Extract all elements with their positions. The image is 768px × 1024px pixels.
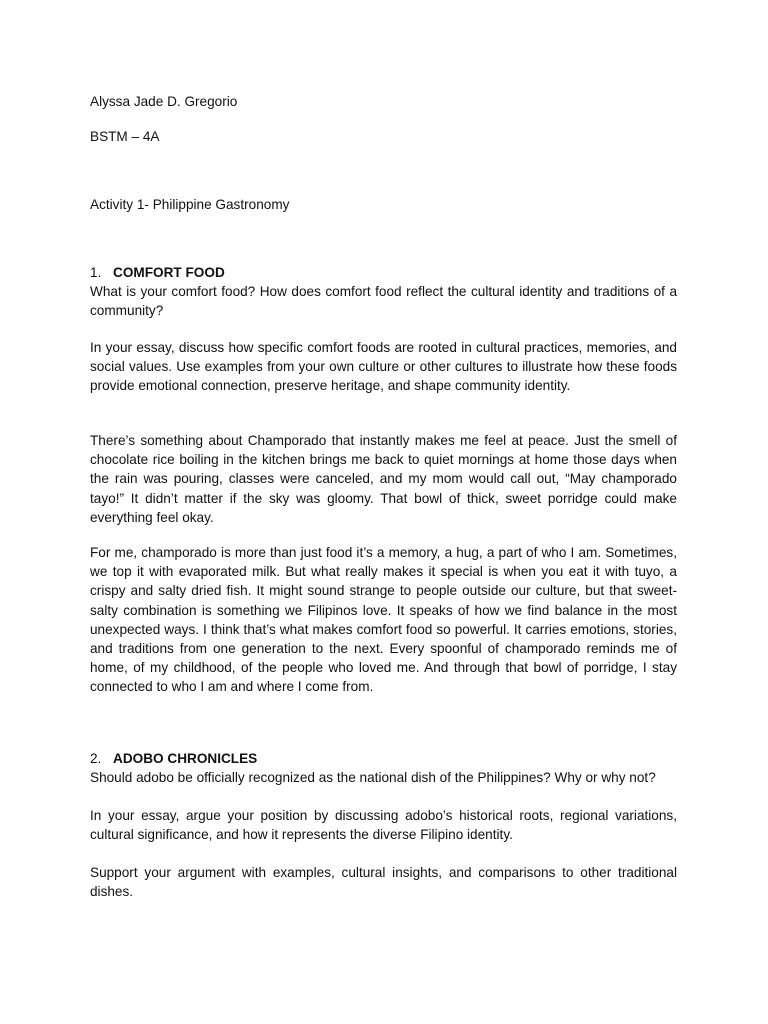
section-1-question: What is your comfort food? How does comfort food reflect the cultural identity and traditions of a community? (90, 284, 677, 319)
course-section: BSTM – 4A (90, 129, 160, 144)
section-1-instructions: In your essay, discuss how specific comfort foods are rooted in cultural practices, memories, and social values. Use examples from your own culture or other cultures to illustrate how these foods provide emotional connection, preserve heritage, and shape community identity. (90, 340, 677, 394)
activity-title: Activity 1- Philippine Gastronomy (90, 197, 290, 212)
section-1-number: 1. (90, 265, 102, 280)
section-2-heading (90, 749, 257, 768)
section-1-answer-paragraph-1: There’s something about Champorado that instantly makes me feel at peace. Just the smell of chocolate rice boiling in the kitchen brings me back to quiet mornings at home those days when the rain was pouring, classes were canceled, and my mom would call out, “May champorado tayo!” It didn’t matter if the sky was gloomy. That bowl of thick, sweet porridge could make everything feel okay. (90, 433, 677, 525)
section-2-title: ADOBO CHRONICLES (113, 751, 258, 766)
section-2-number: 2. (90, 751, 102, 766)
section-2-instructions: In your essay, argue your position by discussing adobo’s historical roots, regional variations, cultural significance, and how it represents the diverse Filipino identity. (90, 808, 677, 843)
section-1-title: COMFORT FOOD (113, 265, 225, 280)
author-name: Alyssa Jade D. Gregorio (90, 94, 238, 109)
section-2-support: Support your argument with examples, cultural insights, and comparisons to other traditional dishes. (90, 865, 677, 900)
section-1-answer-paragraph-2: For me, champorado is more than just food it’s a memory, a hug, a part of who I am. Sometimes, we top it with evaporated milk. But what really makes it special is when you eat it with tuyo, a crispy and salty dried fish. It might sound strange to people outside our culture, but that sweet-salty combination is something we Filipinos love. It speaks of how we find balance in the most unexpected ways. I think that’s what makes comfort food so powerful. It carries emotions, stories, and traditions from one generation to the next. Every spoonful of champorado reminds me of home, of my childhood, of the people who loved me. And through that bowl of porridge, I stay connected to who I am and where I come from. (90, 545, 677, 695)
section-1-heading (90, 263, 225, 282)
section-2-question: Should adobo be officially recognized as the national dish of the Philippines? Why or why not? (90, 770, 656, 785)
